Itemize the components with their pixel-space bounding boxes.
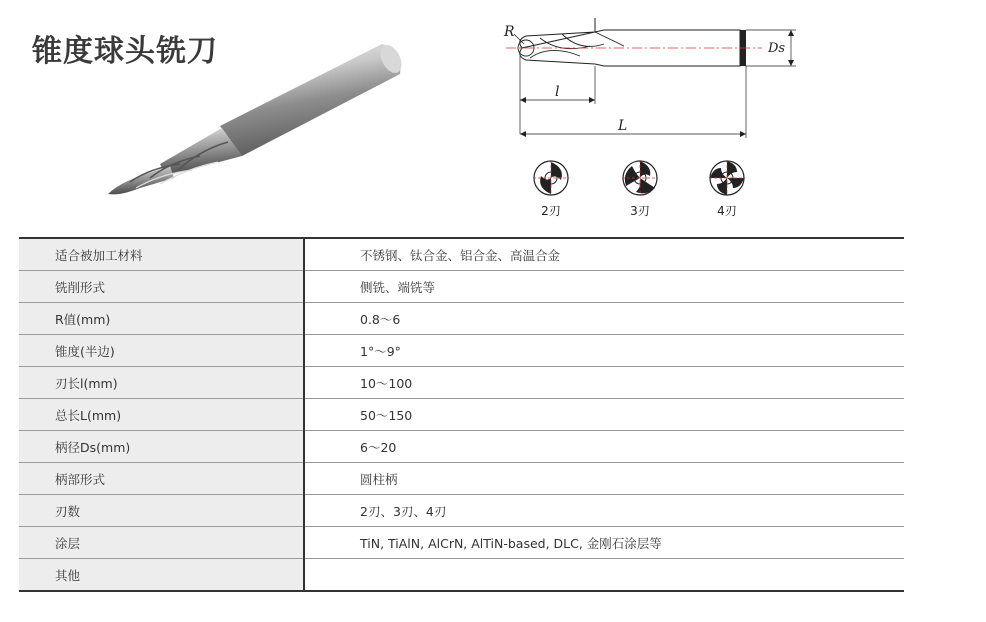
row-value: [304, 559, 904, 592]
row-value: 10～100: [304, 367, 904, 399]
view-3-flute: [615, 158, 665, 219]
row-value: 6～20: [304, 431, 904, 463]
row-label: 适合被加工材料: [19, 238, 304, 271]
row-label: 其他: [19, 559, 304, 592]
table-row: [19, 271, 904, 303]
cross-section-4-icon: [707, 158, 747, 198]
row-value: 不锈钢、钛合金、铝合金、高温合金: [304, 238, 904, 271]
technical-drawing: [500, 18, 810, 148]
view-4-flute: [702, 158, 752, 219]
row-label: 铣削形式: [19, 271, 304, 303]
row-label: R值(mm): [19, 303, 304, 335]
flute-views: [520, 158, 760, 228]
row-value: 圆柱柄: [304, 463, 904, 495]
table-row: [19, 527, 904, 559]
table-row: [19, 367, 904, 399]
view-label: 2刃: [541, 204, 561, 218]
table-row: [19, 399, 904, 431]
spec-table: [19, 237, 904, 592]
row-value: TiN, TiAlN, AlCrN, AlTiN-based, DLC, 金刚石涂层等: [304, 527, 904, 559]
page-title: 锥度球头铣刀: [32, 34, 218, 69]
view-label: 3刃: [630, 204, 650, 218]
label-r: R: [504, 24, 515, 40]
label-l: l: [555, 84, 560, 100]
label-ds: Ds: [768, 41, 786, 56]
row-label: 刃长l(mm): [19, 367, 304, 399]
table-row: [19, 431, 904, 463]
cross-section-3-icon: [620, 158, 660, 198]
table-row: [19, 495, 904, 527]
row-value: 50～150: [304, 399, 904, 431]
row-label: 柄部形式: [19, 463, 304, 495]
row-label: 刃数: [19, 495, 304, 527]
row-label: 总长L(mm): [19, 399, 304, 431]
end-mill-photo: [100, 38, 420, 208]
table-row: [19, 559, 904, 592]
view-2-flute: [526, 158, 576, 219]
table-row: [19, 463, 904, 495]
row-label: 涂层: [19, 527, 304, 559]
row-label: 柄径Ds(mm): [19, 431, 304, 463]
table-row: [19, 335, 904, 367]
row-value: 1°～9°: [304, 335, 904, 367]
row-value: 0.8～6: [304, 303, 904, 335]
view-label: 4刃: [717, 204, 737, 218]
table-row: [19, 238, 904, 271]
row-value: 2刃、3刃、4刃: [304, 495, 904, 527]
row-label: 锥度(半边): [19, 335, 304, 367]
label-big-l: L: [618, 118, 628, 134]
row-value: 侧铣、端铣等: [304, 271, 904, 303]
cross-section-2-icon: [531, 158, 571, 198]
table-row: [19, 303, 904, 335]
